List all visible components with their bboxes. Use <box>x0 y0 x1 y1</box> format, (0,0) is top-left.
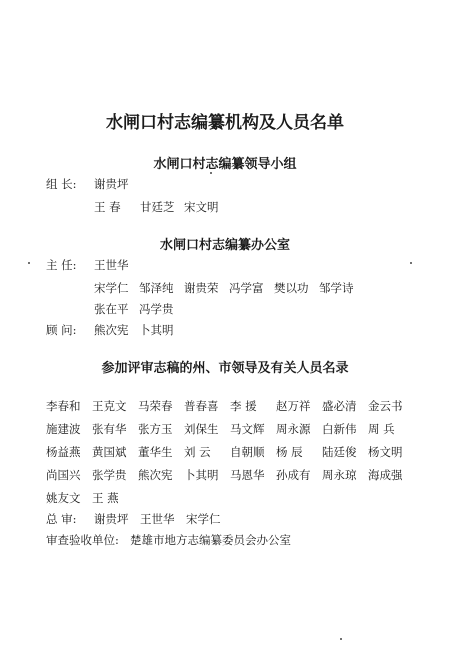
leading-member: 王 春 <box>94 200 121 214</box>
chief-review-label: 总 审: <box>46 512 77 526</box>
reviewer-name: 杨 辰 <box>276 445 303 459</box>
scan-speck <box>28 262 30 264</box>
reviewer-name: 姚友文 <box>46 491 81 505</box>
reviewer-name: 李春和 <box>46 399 81 413</box>
chief-reviewer: 王世华 <box>140 512 175 526</box>
reviewer-name: 普春喜 <box>184 399 219 413</box>
reviewer-name: 张学贵 <box>92 468 127 482</box>
reviewer-name: 张有华 <box>92 422 127 436</box>
reviewer-name: 海成强 <box>368 468 403 482</box>
office-member: 张在平 <box>94 302 129 316</box>
scan-speck <box>410 262 412 264</box>
reviewer-name: 王克文 <box>92 399 127 413</box>
scan-speck <box>340 638 342 640</box>
leading-member: 宋文明 <box>184 200 219 214</box>
reviewer-name: 尚国兴 <box>46 468 81 482</box>
reviewer-name: 周 兵 <box>368 422 395 436</box>
reviewer-name: 施建波 <box>46 422 81 436</box>
reviewer-name: 马文辉 <box>230 422 265 436</box>
leader-name: 谢贵坪 <box>94 177 129 191</box>
reviewer-name: 赵万祥 <box>276 399 311 413</box>
scan-speck <box>210 172 212 174</box>
reviewer-name: 张方玉 <box>138 422 173 436</box>
chief-reviewer: 宋学仁 <box>186 512 221 526</box>
advisor-label: 顾 问: <box>46 323 77 337</box>
reviewer-name: 白新伟 <box>322 422 357 436</box>
reviewer-name: 卜其明 <box>184 468 219 482</box>
leader-label: 组 长: <box>46 177 77 191</box>
acceptance-unit: 楚雄市地方志编纂委员会办公室 <box>130 533 291 547</box>
office-member: 冯学富 <box>229 281 264 295</box>
leading-member: 甘廷芝 <box>140 200 175 214</box>
office-member: 邹泽纯 <box>139 281 174 295</box>
advisor-name: 熊次宪 <box>94 323 129 337</box>
reviewer-name: 马恩华 <box>230 468 265 482</box>
acceptance-label: 审查验收单位: <box>46 533 119 547</box>
office-member: 谢贵荣 <box>184 281 219 295</box>
reviewer-name: 熊次宪 <box>138 468 173 482</box>
reviewer-name: 周永源 <box>276 422 311 436</box>
reviewer-name: 杨文明 <box>368 445 403 459</box>
reviewer-name: 杨益燕 <box>46 445 81 459</box>
leading-group-heading: 水闸口村志编纂领导小组 <box>153 157 297 172</box>
page-title: 水闸口村志编纂机构及人员名单 <box>106 113 344 133</box>
office-heading: 水闸口村志编纂办公室 <box>159 238 290 253</box>
office-member: 樊以功 <box>274 281 309 295</box>
reviewers-heading: 参加评审志稿的州、市领导及有关人员名录 <box>101 361 349 376</box>
reviewer-name: 马荣春 <box>138 399 173 413</box>
reviewer-name-grid <box>46 398 414 506</box>
director-label: 主 任: <box>46 258 77 272</box>
director-name: 王世华 <box>94 258 129 272</box>
office-member: 冯学贵 <box>139 302 174 316</box>
chief-reviewer: 谢贵坪 <box>94 512 129 526</box>
reviewer-name: 董华生 <box>138 445 173 459</box>
reviewer-name: 孙成有 <box>276 468 311 482</box>
office-member: 邹学诗 <box>319 281 354 295</box>
reviewer-name: 盛必清 <box>322 399 357 413</box>
reviewer-name: 自朝顺 <box>230 445 265 459</box>
reviewer-name: 黄国斌 <box>92 445 127 459</box>
reviewer-name: 王 燕 <box>92 491 119 505</box>
office-member: 宋学仁 <box>94 281 129 295</box>
reviewer-name: 刘 云 <box>184 445 211 459</box>
advisor-name: 卜其明 <box>139 323 174 337</box>
reviewer-name: 金云书 <box>368 399 403 413</box>
reviewer-name: 周永琼 <box>322 468 357 482</box>
reviewer-name: 李 援 <box>230 399 257 413</box>
reviewer-name: 刘保生 <box>184 422 219 436</box>
reviewer-name: 陆廷俊 <box>322 445 357 459</box>
